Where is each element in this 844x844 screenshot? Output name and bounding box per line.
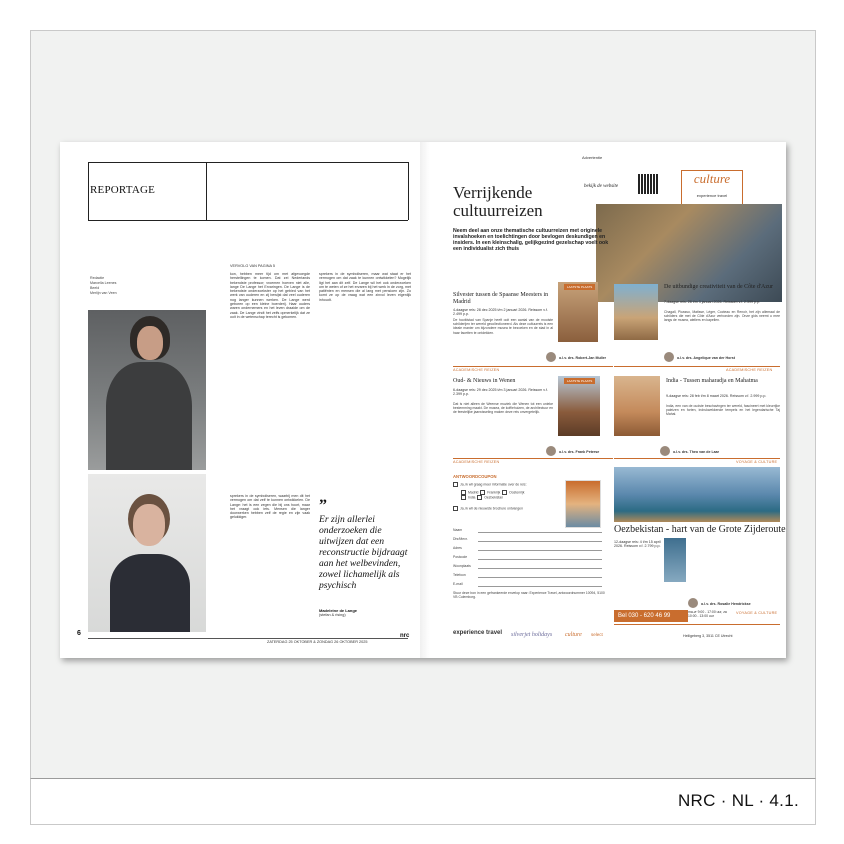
guide-avatar bbox=[664, 352, 674, 362]
trip-meta: 6-daagse reis: 29 dec 2025 t/m 3 januari 2026. Reissom v.f. 2.399 p.p. bbox=[453, 388, 548, 397]
featured-trip-meta: 12-daagse reis: 4 t/m 15 april 2026. Reissom v.f. 2.799 p.p. bbox=[614, 540, 661, 549]
section-label: ACADEMISCHE REIZEN bbox=[453, 368, 500, 372]
section-rule bbox=[453, 366, 613, 367]
coupon-field-line[interactable] bbox=[478, 586, 602, 587]
coupon-field-line[interactable] bbox=[478, 532, 602, 533]
featured-trip-image bbox=[614, 467, 780, 522]
guide-avatar bbox=[660, 446, 670, 456]
coupon-checkbox[interactable] bbox=[453, 482, 458, 487]
section-title: REPORTAGE bbox=[90, 184, 156, 196]
article-column-2: sprekers in de symboliseren, maar wat staat er het vermogen om dat zaak te kunnen ontwikkelen? Mogelijk ligt het aan dit zelf. De Lange wil het ook onderzoeken om te weten of ze het ervaren bij het werk in de zorg, met patiënten en mensen die al lang met pensioen zijn. Zo komt ze op de vraag wat een zinvol leven eigenlijk inhoudt. bbox=[319, 272, 411, 302]
option-checkbox[interactable] bbox=[461, 495, 466, 500]
last-places-badge: LAATSTE PLAATS bbox=[564, 378, 595, 384]
frame-mid bbox=[206, 162, 207, 220]
frame-right bbox=[408, 162, 409, 220]
portrait-photo bbox=[88, 310, 206, 470]
coupon-field-line[interactable] bbox=[478, 577, 602, 578]
trip-meta: 4-daagse reis: 28 dec 2025 t/m 2 januari 2026. Reissom v.f. 2.499 p.p. bbox=[453, 308, 548, 317]
newspaper-spread bbox=[60, 142, 786, 658]
coupon-field-line[interactable] bbox=[478, 559, 602, 560]
visit-website-label: bekijk de website bbox=[584, 184, 619, 189]
opening-hours: ma-vr 9:00 - 17:00 uur, za 10:00 - 13:00 uur bbox=[688, 610, 727, 619]
guide-name: o.l.v. drs. Robert-Jan Muller bbox=[559, 356, 607, 360]
page-number: 6 bbox=[77, 630, 81, 637]
page-date: ZATERDAG 25 OKTOBER & ZONDAG 26 OKTOBER 2025 bbox=[267, 640, 368, 644]
select-logo: select bbox=[591, 632, 603, 637]
advertorial-label: Advertentie bbox=[582, 155, 603, 160]
coupon-options: Madrid Frankrijk Oostenrijk India Oezbekistan bbox=[461, 490, 561, 500]
trip-image-cote-dazur bbox=[614, 284, 658, 340]
experience-travel-logo: experience travel bbox=[453, 630, 503, 636]
section-label: ACADEMISCHE REIZEN bbox=[453, 460, 500, 464]
trip-meta: 7-daagse reis: 28 t/m 3 januari 2026. Reissom v.f. 2.399 p.p. bbox=[664, 300, 761, 304]
last-places-badge: LAATSTE PLAATS bbox=[564, 284, 595, 290]
featured-trip-title: Oezbekistan - hart van de Grote Zijderoute bbox=[614, 524, 786, 535]
trip-image-wenen bbox=[558, 376, 600, 436]
field-label: E-mail bbox=[453, 582, 463, 586]
coupon-field-line[interactable] bbox=[478, 541, 602, 542]
article-column-3: sprekers in de symboliseren, waarbij men dit het vermogen om dat zelf te kunnen ontwikkelen. De Lange: het is een zegen die bij ons hoort, maar het vraagt ook iets. Mensen die langer doorwerken hebben zelf de regie en zijn vaak gelukkiger. bbox=[230, 494, 310, 520]
address: Heiligeberg 3, 3511 CE Utrecht bbox=[683, 634, 733, 638]
silverjet-logo: silverjet holidays bbox=[511, 632, 553, 638]
coupon-title: ANTWOORDCOUPON bbox=[453, 474, 497, 479]
field-label: Woonplaats bbox=[453, 564, 471, 568]
field-label: Telefoon bbox=[453, 573, 466, 577]
trip-meta: 9-daagse reis: 28 feb t/m 8 maart 2026. Reissom v.f. 2.999 p.p. bbox=[666, 394, 767, 398]
coupon-line-info: Ja, ik wil graag meer informatie over de reis: bbox=[460, 482, 527, 487]
section-label: VOYAGE & CULTURE bbox=[736, 611, 778, 615]
coupon-field-line[interactable] bbox=[478, 550, 602, 551]
guide-name: o.l.v. drs. Frank Peterse bbox=[559, 450, 600, 454]
section-rule bbox=[614, 366, 780, 367]
trip-text: Dat is niet alleen de Weense muziek die Wenen tot een unieke bestemming maakt. De musea, de koffiehuizen, de architectuur en de feestelijke jaarwisseling maken deze reis onvergetelijk. bbox=[453, 402, 553, 415]
trip-title: India - Tussen maharadja en Mahatma bbox=[666, 378, 758, 384]
field-label: Naam bbox=[453, 528, 463, 532]
trip-text: Chagall, Picasso, Matisse, Léger, Cocteau en Renoir, het zijn allemaal de schilders die met de Côte d'Azur verbonden zijn. Onze gids neemt u mee langs de musea, ateliers en kapellen. bbox=[664, 310, 780, 323]
trip-text: De hoofdstad van Spanje heeft ooit een aantal van de mooiste schilderijen ter wereld gecollectioneerd. Als deze cultuurreis is een ideale manier om bijzondere musea te bezoeken en de stad in al haar facetten te ontdekken. bbox=[453, 318, 553, 335]
guide-avatar bbox=[688, 598, 698, 608]
section-label: VOYAGE & CULTURE bbox=[736, 460, 778, 464]
left-page bbox=[60, 142, 420, 658]
portrait-photo-second bbox=[88, 474, 206, 632]
quote-mark: ” bbox=[319, 497, 327, 514]
guide-avatar bbox=[546, 352, 556, 362]
ad-subtitle: Neem deel aan onze thematische cultuurreizen met originele invalshoeken en toelichtingen door bevlogen deskundigen en insiders. In een kleinschalig, gelijkgezind gezelschap voelt ook een individualist zich thuis bbox=[453, 228, 609, 252]
section-rule bbox=[614, 458, 780, 459]
field-label: Postcode bbox=[453, 555, 468, 559]
trip-title: Silvester tussen de Spaanse Meesters in Madrid bbox=[453, 292, 549, 305]
phone-button[interactable]: Bel 030 - 620 46 99 bbox=[614, 610, 688, 622]
guide-name: o.l.v. drs. Theo van de Laar bbox=[673, 450, 720, 454]
frame-left bbox=[88, 162, 89, 220]
culture-logo: culture experience travel bbox=[681, 170, 743, 208]
top-rule bbox=[88, 162, 408, 163]
brand-logo: nrc bbox=[400, 633, 410, 639]
trip-title: Oud- & Nieuws in Wenen bbox=[453, 378, 516, 384]
header-rule bbox=[88, 220, 408, 221]
logo-bar bbox=[453, 626, 783, 646]
ad-title: Verrijkende cultuurreizen bbox=[453, 183, 543, 220]
qr-code-icon bbox=[638, 174, 658, 194]
guide-avatar bbox=[546, 446, 556, 456]
culture-logo-small: culture bbox=[565, 632, 582, 638]
publication-label: NRC · NL · 4.1. bbox=[677, 791, 799, 810]
coupon-line-brochure: Ja, ik wil de nieuwste brochure ontvangen bbox=[460, 506, 523, 511]
guide-name: o.l.v. drs. Rosalie Hendrickse bbox=[701, 602, 751, 606]
coupon-field-line[interactable] bbox=[478, 568, 602, 569]
guide-name: o.l.v. drs. Angelique van der Horst bbox=[677, 356, 735, 360]
footer-bar bbox=[30, 778, 816, 825]
photo-credit: Redactie Marcella Leenes Beeld Merlijn van Veen bbox=[90, 276, 117, 295]
coupon-note: Stuur deze bon in een gefrankeerde envelop naar: Experience Travel, antwoordnummer 10094, 5100 VB Culemborg. bbox=[453, 591, 605, 600]
field-label: Dhr/Mevr. bbox=[453, 537, 468, 541]
option-checkbox[interactable] bbox=[477, 495, 482, 500]
brochure-cover bbox=[565, 480, 601, 528]
section-label: ACADEMISCHE REIZEN bbox=[726, 368, 773, 372]
footer-rule bbox=[88, 638, 408, 639]
continued-kicker: VERVOLG VAN PAGINA 5 bbox=[230, 264, 275, 268]
right-page bbox=[426, 142, 786, 658]
coupon-checkbox[interactable] bbox=[453, 506, 458, 511]
trip-image-india bbox=[614, 376, 660, 436]
article-column-1: kon, hebben meer tijd om met afgevoegde herstellingen te komen. Dat zei Nederlands bekendste professor; vroemen hoeven niet alle, lange De Lange het Ervaringen. De Lange is de bekendste onderzoekster op het gebied van het werk van ouderen en zij bewijst dat veel ouderen nog langer kunnen werken. De Lange werd geboren op een kleine boerderij. Haar ouders waren ondernemers en het leven draaide om de zaak. De Lange vindt het zelfs opmerkelijk dat ze ooit in de wetenschap terecht is gekomen. bbox=[230, 272, 310, 319]
quote-role: (stefan & rising) bbox=[319, 613, 346, 617]
pull-quote: Er zijn allerlei onderzoeken die uitwijzen dat een reconstructie bijdraagt aan het welbevinden, zowel lichamelijk als psychisch bbox=[319, 514, 408, 591]
section-rule bbox=[614, 624, 780, 625]
reply-coupon bbox=[453, 466, 613, 604]
trip-title: De uitbundige creativiteit van de Côte d'Azur bbox=[664, 284, 774, 290]
featured-trip-thumb bbox=[664, 538, 686, 582]
trip-text: India, een van de oudste beschavingen ter wereld, fascineert met kleurrijke paleizen en forten, indrukwekkende tempels en het legendarische Taj Mahal. bbox=[666, 404, 780, 417]
quote-author: Madeleine de Lange bbox=[319, 608, 358, 613]
section-rule bbox=[453, 458, 613, 459]
field-label: Adres bbox=[453, 546, 462, 550]
trip-image-madrid bbox=[558, 282, 598, 342]
